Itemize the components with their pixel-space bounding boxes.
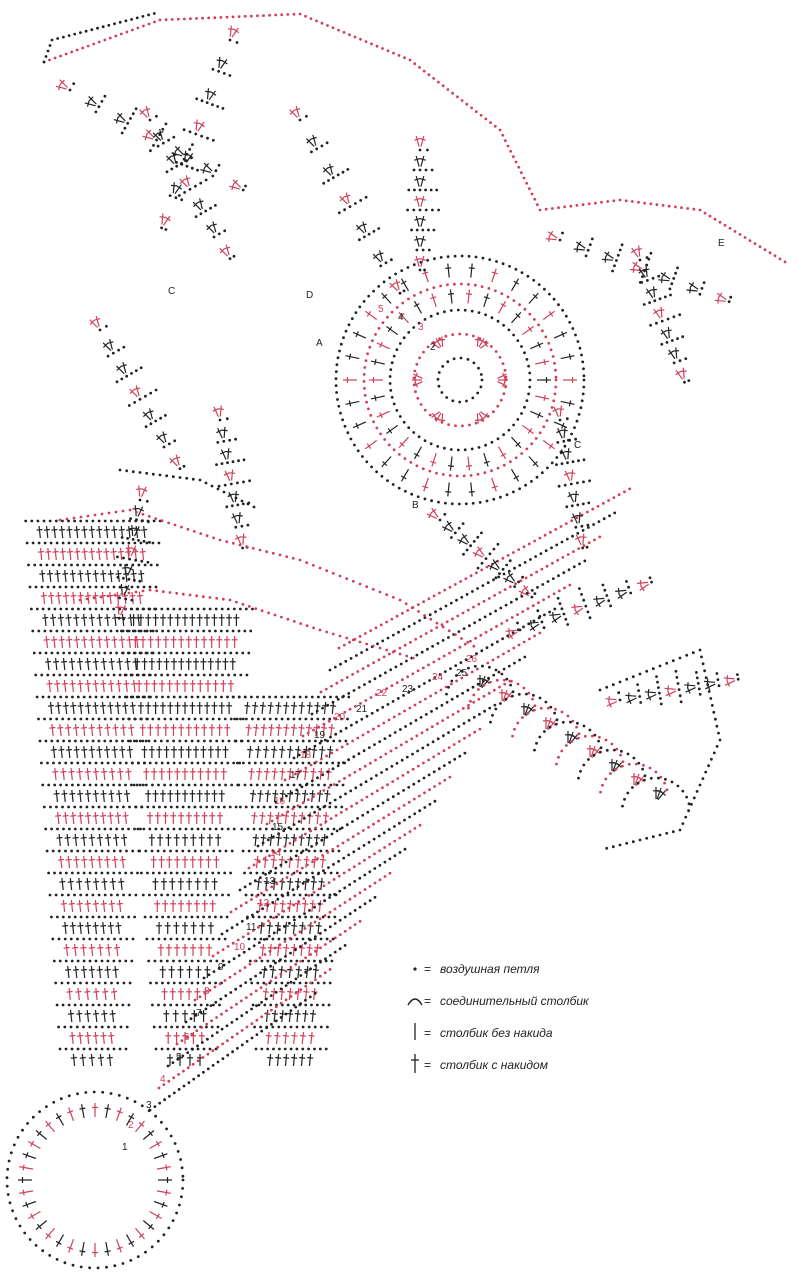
row-label: 12	[258, 898, 270, 909]
legend-item-dc	[400, 1051, 730, 1083]
row-label: 17	[290, 770, 302, 781]
row-label: 14	[270, 848, 282, 859]
row-label: 13	[264, 876, 276, 887]
section-label: A	[316, 338, 323, 349]
motif-row-label: 5	[378, 304, 384, 315]
double-crochet-icon	[404, 1053, 426, 1073]
row-label: 24	[432, 672, 444, 683]
motif-row-label: 3	[418, 322, 424, 333]
legend	[400, 955, 730, 1083]
legend-item-chain	[400, 955, 730, 987]
section-labels	[168, 238, 725, 511]
row-label: 9	[218, 962, 224, 973]
section-label: C	[168, 286, 176, 297]
single-crochet-icon	[404, 1021, 426, 1041]
motif-row-label: 4	[398, 312, 404, 323]
row-label: 3	[146, 1100, 152, 1111]
row-label: 7	[196, 1008, 202, 1019]
section-label: D	[306, 290, 314, 301]
row-label: 18	[300, 750, 312, 761]
row-label: 1	[122, 1142, 128, 1153]
row-label: 23	[402, 684, 414, 695]
row-label: 26	[466, 654, 478, 665]
row-label: 5	[176, 1052, 182, 1063]
legend-equals: =	[424, 994, 432, 1008]
section-label: B	[412, 500, 419, 511]
row-label: 22	[376, 688, 388, 699]
slip-stitch-icon	[404, 989, 426, 1009]
row-label: 2	[128, 1120, 134, 1131]
section-label: C	[574, 440, 582, 451]
row-label: 20	[334, 712, 346, 723]
row-label: 19	[314, 730, 326, 741]
row-label: 11	[246, 922, 257, 933]
legend-equals: =	[424, 1026, 432, 1040]
legend-label-slip: соединительный столбик	[440, 994, 589, 1008]
row-label: 16	[274, 796, 286, 807]
legend-equals: =	[424, 962, 432, 976]
row-label: 6	[184, 1032, 190, 1043]
row-label: 21	[356, 704, 368, 715]
chain-stitch-icon	[404, 957, 426, 977]
motif-row-label: 2	[430, 342, 436, 353]
row-label: 15	[272, 822, 284, 833]
row-label: 25	[456, 668, 468, 679]
legend-label-dc: столбик с накидом	[440, 1058, 548, 1072]
legend-label-sc: столбик без накида	[440, 1026, 553, 1040]
legend-label-chain: воздушная петля	[440, 962, 540, 976]
row-label: 4	[160, 1074, 166, 1085]
legend-item-slip	[400, 987, 730, 1019]
row-label: 10	[234, 942, 246, 953]
legend-equals: =	[424, 1058, 432, 1072]
row-label: 8	[204, 986, 210, 997]
legend-item-sc	[400, 1019, 730, 1051]
section-label: E	[718, 238, 725, 249]
